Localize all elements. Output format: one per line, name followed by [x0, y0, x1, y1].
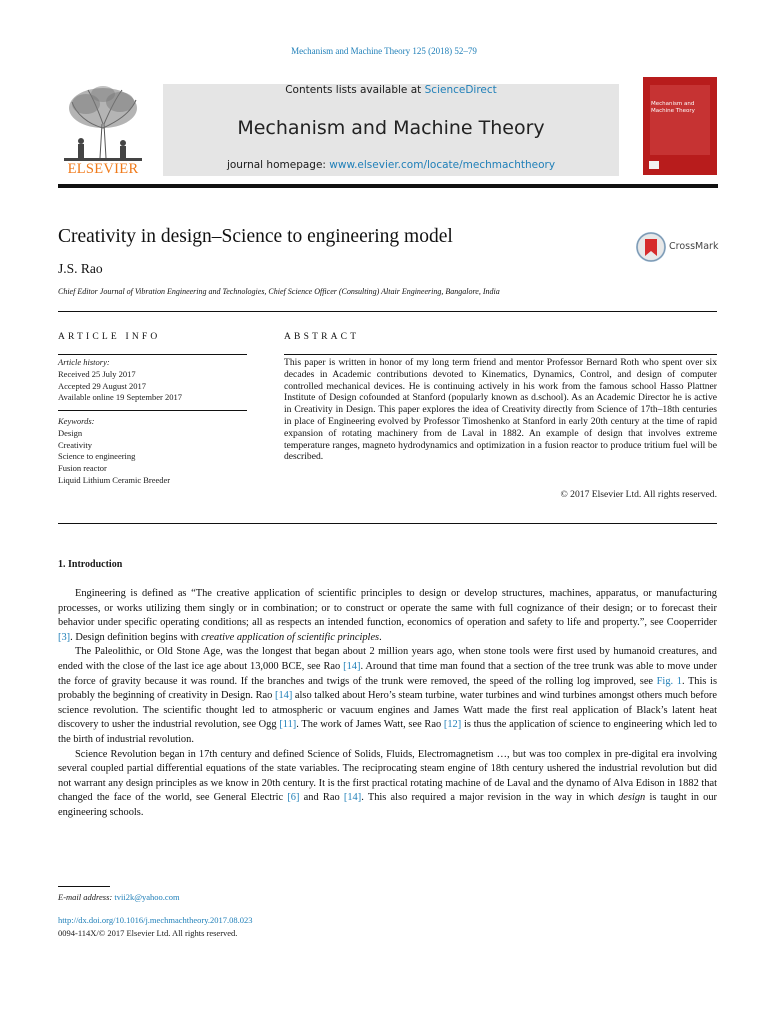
history-label: Article history:	[58, 357, 110, 367]
keyword-item: Liquid Lithium Ceramic Breeder	[58, 474, 171, 485]
abstract-rule	[284, 354, 717, 355]
article-info-heading: ARTICLE INFO	[58, 332, 161, 342]
paragraph	[58, 587, 717, 645]
history-online: Available online 19 September 2017	[58, 392, 183, 403]
contents-line	[163, 84, 619, 96]
text-run: . This also required a major revision in the way in which	[361, 792, 619, 804]
history-received: Received 25 July 2017	[58, 368, 136, 379]
paragraph	[58, 748, 717, 821]
article-info-rule	[58, 354, 247, 355]
journal-cover-thumbnail[interactable]	[643, 77, 717, 175]
doi-link[interactable]: http://dx.doi.org/10.1016/j.mechmachtheory.2017.08.023	[58, 915, 253, 925]
email-footnote	[58, 892, 180, 902]
reference-link[interactable]: [14]	[274, 690, 293, 702]
crossmark-icon	[636, 232, 666, 262]
reference-link[interactable]: [11]	[279, 719, 297, 731]
keyword-item: Design	[58, 427, 83, 438]
abstract-heading: ABSTRACT	[284, 332, 360, 342]
crossmark-label: CrossMark	[669, 241, 719, 252]
text-run: Engineering is defined as “The creative application of scientific principles to design or develop structures, machines, apparatus, or manufacturing processes, or works utilizing them singly or in combination; or to construct or operate the same with full cognizance of their design; or to forecast their behavior under specific operating conditions; all as respects an intended function, economics of operation and safety to life and property.”, see Cooperrider	[58, 588, 717, 629]
text-run: . Design definition begins with	[70, 631, 202, 643]
figure-link[interactable]: Fig. 1	[656, 675, 682, 687]
keywords-label: Keywords:	[58, 416, 95, 426]
text-run: is thus the application of science to engineering which led to the birth of industrial revolution.	[58, 719, 717, 745]
cover-logo	[649, 161, 659, 169]
text-run: Science Revolution began in 17th century and defined Science of Solids, Fluids, Electromagnetism …, but was too complex in pre-digital era involving several coupled partial differential equations of the state variables. The reciprocating steam engine of 18th century ushered the industrial revolution but did not warrant any design principles as we know in 20th century. It is the first practical rotating machine of de Laval and the dynamo of Alva Edison in 1882 that changed the face of the world, see General Electric	[58, 748, 717, 804]
text-run: also talked about Hero’s steam turbine, water turbines and wind turbines amongst others much before science revolution. The scientific thought led to atmospheric or vacuum engines and James Watt made the first real application of Black’s latent heat discovery to usher the industrial revolution, see Ogg	[58, 690, 717, 731]
email-label: E-mail address:	[58, 892, 115, 902]
sciencedirect-link[interactable]: ScienceDirect	[424, 84, 497, 96]
keywords-list	[58, 416, 258, 487]
text-run: . Around that time man found that a section of the tree trunk was able to move under the force of gravity because it was round. If the branches and twigs of the trunk were removed, the speed of the rolling log improved, see	[58, 660, 717, 687]
homepage-prefix: journal homepage:	[226, 159, 330, 171]
footnote-rule	[58, 886, 110, 887]
author-affiliation: Chief Editor Journal of Vibration Engineering and Technologies, Chief Science Officer (Consulting) Altair Engineering, Bangalore, India	[58, 287, 500, 296]
text-run: is taught in our engineering schools.	[58, 792, 717, 818]
reference-link[interactable]: [14]	[343, 792, 362, 804]
article-title: Creativity in design–Science to engineering model	[58, 226, 453, 247]
text-run: .	[379, 631, 382, 643]
keyword-item: Creativity	[58, 439, 92, 450]
elsevier-wordmark: ELSEVIER	[67, 161, 139, 177]
keywords-rule	[58, 410, 247, 411]
cover-title: Mechanism and Machine Theory	[651, 101, 695, 114]
journal-title: Mechanism and Machine Theory	[237, 117, 545, 139]
history-accepted: Accepted 29 August 2017	[58, 380, 147, 391]
section-heading-introduction: 1. Introduction	[58, 559, 123, 570]
homepage-link[interactable]: www.elsevier.com/locate/mechmachtheory	[329, 159, 556, 171]
text-run: . The work of James Watt, see Rao	[296, 719, 444, 731]
article-history	[58, 357, 258, 404]
journal-citation[interactable]: Mechanism and Machine Theory 125 (2018) 52–79	[291, 46, 477, 56]
reference-link[interactable]: [6]	[287, 792, 300, 804]
journal-banner	[163, 84, 619, 176]
abstract-end-rule	[58, 523, 717, 524]
cover-panel	[650, 85, 710, 155]
crossmark-badge[interactable]	[636, 232, 720, 262]
issn-copyright: 0094-114X/© 2017 Elsevier Ltd. All rights reserved.	[58, 928, 238, 938]
reference-link[interactable]: [14]	[343, 660, 361, 672]
body-text	[58, 587, 717, 821]
text-run: The Paleolithic, or Old Stone Age, was the longest that began about 2 million years ago, when stone tools were first used by humanoid creatures, and ended with the close of the last ice age about 13,000 BCE, see Rao	[58, 646, 717, 672]
affiliation-rule	[58, 311, 717, 312]
reference-link[interactable]: [3]	[58, 631, 71, 643]
text-run: and Rao	[299, 792, 344, 804]
abstract-copyright: © 2017 Elsevier Ltd. All rights reserved.	[560, 489, 717, 500]
text-run: . This is probably the beginning of creativity in Design. Rao	[58, 675, 717, 702]
abstract-text: This paper is written in honor of my long term friend and mentor Professor Bernard Roth who spent over six decades in Academic contributions devoted to Kinematics, Dynamics, Control, and design of computer controlled mechanical devices. He is continuing actively in his work from the famous school Hasso Plattner Institute of Design cofounded at Stanford (popularly known as d.school). As an Academic Director he is active in Creativity in Design. This paper explores the idea of Creativity directly from Science of 17th–18th centuries in place of Engineering evolved by Professor Timoshenko at Stanford in early 20th century at the time of rapid expansion of rotating machinery from de Laval in 1882. An example of design that involves extreme temperature ranges, magneto hydrodynamics and optimization in a fusion reactor to produce tritium fuel will be described.	[284, 357, 717, 463]
contents-prefix: Contents lists available at	[285, 84, 425, 96]
keyword-item: Science to engineering	[58, 451, 136, 462]
email-link[interactable]: tvii2k@yahoo.com	[114, 892, 180, 902]
keyword-item: Fusion reactor	[58, 463, 107, 474]
emphasis: design	[618, 792, 646, 804]
reference-link[interactable]: [12]	[443, 719, 462, 731]
header-rule	[58, 184, 718, 188]
paragraph	[58, 645, 717, 747]
article-author: J.S. Rao	[58, 261, 103, 276]
emphasis: creative application of scientific principles	[201, 631, 380, 643]
journal-homepage-line	[163, 159, 619, 171]
